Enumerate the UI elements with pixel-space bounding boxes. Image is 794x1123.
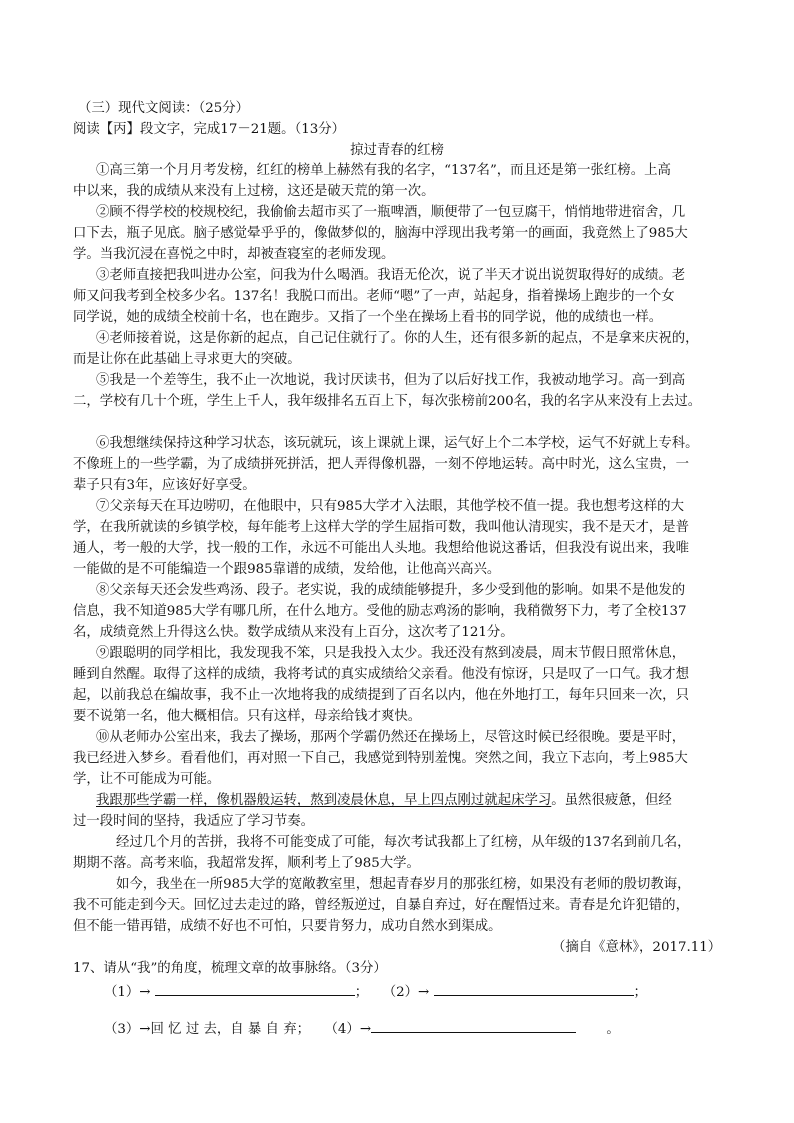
paragraph-7-line-4: 一能做的是不可能编造一个跟985靠谱的成绩，发给他，让他高兴高兴。 — [73, 562, 501, 577]
paragraph-13-line-3: 但不能一错再错，成绩不好也不可怕，只要肯努力，成功自然水到渠成。 — [73, 919, 502, 934]
paragraph-5-line-2: 二，学校有几十个班，学生上千人，我年级排名五百上下，每次张榜前200名，我的名字从来没有上去过。 — [73, 394, 702, 409]
paragraph-7-line-3: 通人，考一般的大学，找一般的工作，永远不可能出人头地。我想给他说这番话，但我没有说出来，我唯 — [73, 541, 689, 556]
paragraph-7-line-2: 学，在我所就读的乡镇学校，每年能考上这样大学的学生屈指可数，我叫他认清现实，我不是天才，是普 — [73, 520, 689, 535]
item-2-label: （2）→ — [382, 985, 430, 1000]
paragraph-6-line-1: ⑥我想继续保持这种学习状态，该玩就玩，该上课就上课，运气好上个二本学校，运气不好就上专科。 — [96, 436, 699, 451]
item-3-text: 回 忆 过 去，自 暴 自 弃； — [150, 1022, 310, 1037]
paragraph-4-line-2: 而是让你在此基础上寻求更大的突破。 — [73, 352, 301, 367]
article-source: （摘自《意林》，2017.11） — [552, 940, 722, 955]
item-1-label: （1）→ — [104, 985, 151, 1000]
answer-row-1 — [104, 982, 647, 1001]
paragraph-12-line-1: 经过几个月的苦拼，我将不可能变成了可能，每次考试我都上了红榜，从年级的137名到前几名， — [116, 835, 691, 850]
answer-blank-2[interactable] — [434, 982, 634, 996]
paragraph-11-line-1 — [96, 793, 672, 809]
paragraph-5-line-1: ⑤我是一个差等生，我不止一次地说，我讨厌读书，但为了以后好找工作，我被动地学习。高一到高 — [96, 373, 686, 388]
paragraph-9-line-3: 起，以前我总在编故事，我不止一次地将我的成绩提到了百名以内，他在外地打工，每年只回来一次，只 — [73, 688, 689, 703]
paragraph-1-line-2: 中以来，我的成绩从来没有上过榜，这还是破天荒的第一次。 — [73, 184, 435, 199]
question-17: 17、请从“我”的角度，梳理文章的故事脉络。（3分） — [73, 961, 387, 976]
answer-row-2 — [104, 1019, 620, 1038]
paragraph-11-rest: 。虽然很疲惫，但经 — [551, 793, 672, 808]
paragraph-6-line-2: 不像班上的一些学霸，为了成绩拼死拼活，把人弄得像机器，一刻不停地运转。高中时光，这么宝贵，一 — [73, 457, 689, 472]
paragraph-8-line-2: 信息，我不知道985大学有哪几所，在什么地方。受他的励志鸡汤的影响，我稍微努下力，考了全校137 — [73, 604, 687, 619]
paragraph-3-line-1: ③老师直接把我叫进办公室，问我为什么喝酒。我语无伦次，说了半天才说出说贺取得好的成绩。老 — [96, 268, 686, 283]
paragraph-9-line-2: 睡到自然醒。取得了这样的成绩，我将考试的真实成绩给父亲看。他没有惊讶，只是叹了一口气。我才想 — [73, 667, 689, 682]
paragraph-8-line-3: 名，成绩竟然上升得这么快。数学成绩从来没有上百分，这次考了121分。 — [73, 625, 514, 640]
paragraph-6-line-3: 辈子只有3年，应该好好享受。 — [73, 478, 256, 493]
paragraph-2-line-2: 口下去，瓶子见底。脑子感觉晕乎乎的，像做梦似的，脑海中浮现出我考第一的画面，我竟然上了985大 — [73, 226, 688, 241]
section-heading: （三）现代文阅读：（25分） — [78, 101, 250, 116]
paragraph-4-line-1: ④老师接着说，这是你新的起点，自己记住就行了。你的人生，还有很多新的起点，不是拿来庆祝的， — [96, 331, 699, 346]
paragraph-12-line-2: 期期不落。高考来临，我超常发挥，顺利考上了985大学。 — [73, 856, 420, 871]
paragraph-10-line-2: 我已经进入梦乡。看看他们，再对照一下自己，我感觉到特别羞愧。突然之间，我立下志向，考上985大 — [73, 751, 688, 766]
paragraph-8-line-1: ⑧父亲每天还会发些鸡汤、段子。老实说，我的成绩能够提升，多少受到他的影响。如果不是他发的 — [96, 583, 686, 598]
paragraph-7-line-1: ⑦父亲每天在耳边唠叨，在他眼中，只有985大学才入法眼，其他学校不值一提。我也想考这样的大 — [96, 499, 684, 514]
paragraph-2-line-1: ②顾不得学校的校规校纪，我偷偷去超市买了一瓶啤酒，顺便带了一包豆腐干，悄悄地带进宿舍，几 — [96, 205, 686, 220]
paragraph-13-line-2: 我不可能走到今天。回忆过去走过的路，曾经叛逆过，自暴自弃过，好在醒悟过来。青春是允许犯错的， — [73, 898, 689, 913]
paragraph-13-line-1: 如今，我坐在一所985大学的宽敞教室里，想起青春岁月的那张红榜，如果没有老师的殷切教诲， — [116, 877, 691, 892]
item-4-label: （4）→ — [324, 1022, 372, 1037]
answer-blank-1[interactable] — [155, 982, 355, 996]
paragraph-10-line-3: 学，让不可能成为可能。 — [73, 772, 221, 787]
paragraph-9-line-4: 要不说第一名，他大概相信。只有这样，母亲给钱才爽快。 — [73, 709, 422, 724]
paragraph-2-line-3: 学。当我沉浸在喜悦之中时，却被查寝室的老师发现。 — [73, 247, 395, 262]
item-4-end: 。 — [606, 1022, 620, 1037]
paragraph-3-line-2: 师又问我考到全校多少名。137名！我脱口而出。老师“嗯”了一声，站起身，指着操场上跑步的一个女 — [73, 289, 675, 304]
item-2-end: ； — [633, 985, 647, 1000]
paragraph-9-line-1: ⑨跟聪明的同学相比，我发现我不笨，只是我投入太少。我还没有熬到凌晨，周末节假日照常休息， — [96, 646, 686, 661]
reading-instruction: 阅读【丙】段文字，完成17－21题。（13分） — [73, 122, 346, 137]
article-title: 掠过青春的红榜 — [350, 143, 444, 158]
item-3-label: （3）→ — [104, 1022, 151, 1037]
paragraph-3-line-3: 同学说，她的成绩全校前十名，也在跑步。又指了一个坐在操场上看书的同学说，他的成绩也一样。 — [73, 310, 663, 325]
paragraph-10-line-1: ⑩从老师办公室出来，我去了操场，那两个学霸仍然还在操场上，尽管这时候已经很晚。要是平时， — [96, 730, 686, 745]
answer-blank-4[interactable] — [371, 1019, 576, 1033]
paragraph-1-line-1: ①高三第一个月月考发榜，红红的榜单上赫然有我的名字，“137名”，而且还是第一张红榜。上高 — [96, 163, 671, 178]
item-1-end: ； — [354, 985, 369, 1000]
underlined-sentence: 我跟那些学霸一样，像机器般运转，熬到凌晨休息，早上四点刚过就起床学习 — [96, 793, 552, 808]
paragraph-11-line-2: 过一段时间的坚持，我适应了学习节奏。 — [73, 814, 315, 829]
